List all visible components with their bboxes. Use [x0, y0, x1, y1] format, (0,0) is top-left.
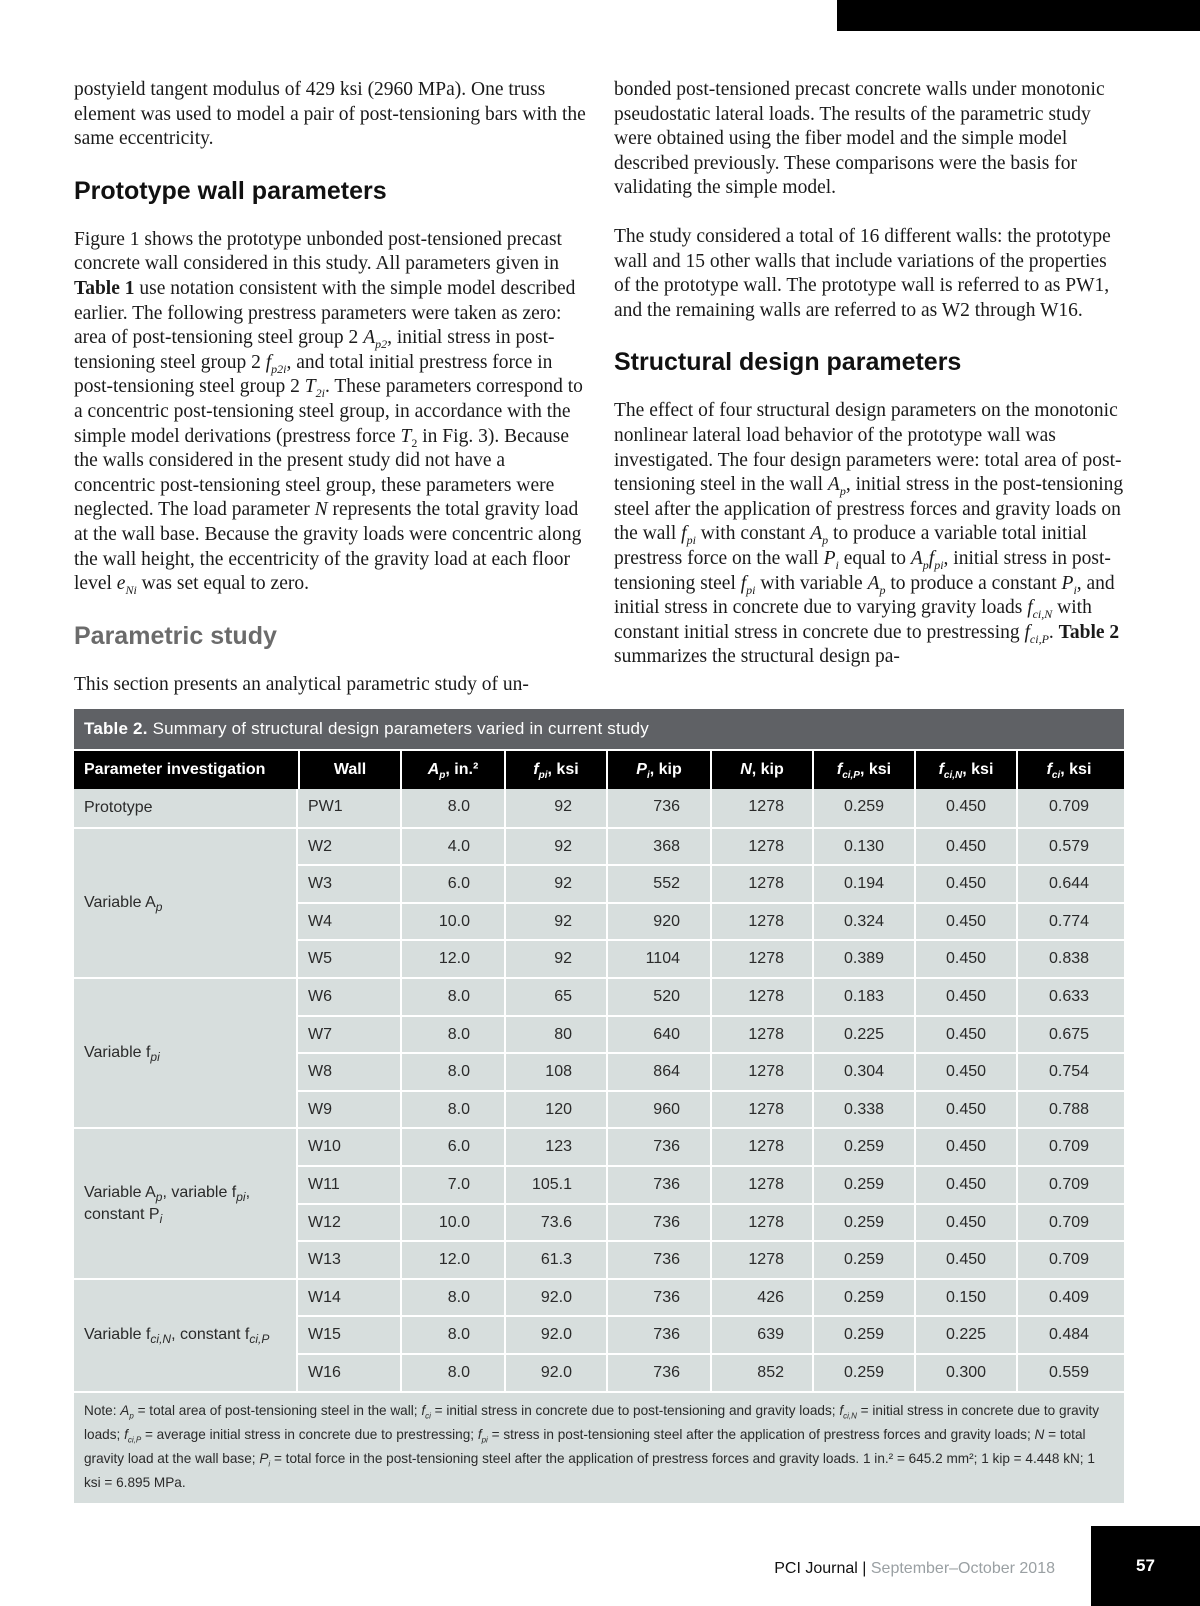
cell-fcip: 0.324	[812, 904, 914, 940]
header-fcip: $f_{ci,P}$, ksi	[812, 751, 914, 789]
cell-ap: 7.0	[400, 1167, 504, 1203]
table-row	[298, 1240, 1124, 1278]
table-row	[298, 1203, 1124, 1241]
cell-pi: 736	[606, 1129, 710, 1165]
cell-fcip: 0.259	[812, 1355, 914, 1391]
header-pi: $P_i$, kip	[606, 751, 710, 789]
cell-fcin: 0.450	[914, 1167, 1016, 1203]
cell-fpi: 80	[504, 1017, 606, 1053]
cell-wall: W12	[308, 1213, 341, 1231]
cell-pi: 640	[606, 1017, 710, 1053]
cell-n: 1278	[710, 866, 812, 902]
table-row	[298, 1353, 1124, 1391]
cell-fpi: 123	[504, 1129, 606, 1165]
cell-fci: 0.579	[1016, 829, 1120, 865]
cell-n: 639	[710, 1317, 812, 1353]
cell-fpi: 73.6	[504, 1205, 606, 1241]
cell-fpi: 92	[504, 941, 606, 977]
cell-wall: W15	[308, 1326, 341, 1344]
heading-structural-design-parameters: Structural design parameters	[614, 348, 962, 377]
cell-fcin: 0.450	[914, 1054, 1016, 1090]
cell-wall: W6	[308, 987, 332, 1005]
cell-pi: 1104	[606, 941, 710, 977]
header-fci: $f_{ci}$, ksi	[1016, 751, 1120, 789]
cell-fcin: 0.450	[914, 1017, 1016, 1053]
cell-fcip: 0.259	[812, 1205, 914, 1241]
cell-fcin: 0.450	[914, 1242, 1016, 1278]
paragraph-truss: postyield tangent modulus of 429 ksi (2960 MPa). One truss element was used to model a pair of post-tensioning bars with the same eccentricity.	[74, 79, 586, 150]
cell-fpi: 92.0	[504, 1280, 606, 1316]
paragraph-parametric: This section presents an analytical parametric study of un-	[74, 673, 529, 695]
cell-wall: PW1	[308, 798, 343, 815]
table-row	[298, 1015, 1124, 1053]
cell-ap: 6.0	[400, 1129, 504, 1165]
table-body	[74, 789, 1124, 1391]
table-row	[298, 939, 1124, 977]
cell-n: 1278	[710, 1167, 812, 1203]
table-row	[298, 1278, 1124, 1316]
table-row	[298, 1127, 1124, 1165]
cell-fci: 0.559	[1016, 1355, 1120, 1391]
cell-fcip: 0.389	[812, 941, 914, 977]
cell-pi: 864	[606, 1054, 710, 1090]
cell-fci: 0.774	[1016, 904, 1120, 940]
cell-fpi: 108	[504, 1054, 606, 1090]
cell-fcin: 0.450	[914, 789, 1016, 827]
group-variable-ap: Variable $A_p$	[74, 827, 296, 977]
cell-fcip: 0.304	[812, 1054, 914, 1090]
header-fcin: $f_{ci,N}$, ksi	[914, 751, 1016, 789]
header-parameter: Parameter investigation	[84, 761, 266, 778]
cell-wall: W4	[308, 912, 332, 930]
cell-fcip: 0.259	[812, 1317, 914, 1353]
cell-fcin: 0.450	[914, 1129, 1016, 1165]
header-ap: $A_p$, in.²	[400, 751, 504, 789]
cell-ap: 12.0	[400, 941, 504, 977]
cell-fci: 0.754	[1016, 1054, 1120, 1090]
top-black-bar	[837, 0, 1200, 31]
cell-wall: W3	[308, 875, 332, 893]
cell-fcin: 0.450	[914, 1092, 1016, 1128]
cell-ap: 8.0	[400, 789, 504, 827]
issue-date: September–October 2018	[870, 1560, 1055, 1577]
group-variable-fpi: Variable $f_{pi}$	[74, 977, 296, 1127]
cell-fpi: 61.3	[504, 1242, 606, 1278]
cell-wall: W2	[308, 837, 332, 855]
table-row	[298, 1165, 1124, 1203]
cell-fcin: 0.450	[914, 866, 1016, 902]
cell-pi: 736	[606, 1167, 710, 1203]
cell-wall: W5	[308, 950, 332, 968]
group-variable-fcin: Variable $f_{ci,N}$, constant $f_{ci,P}$	[74, 1278, 296, 1391]
cell-wall: W8	[308, 1063, 332, 1081]
cell-fcip: 0.338	[812, 1092, 914, 1128]
cell-n: 1278	[710, 1205, 812, 1241]
cell-pi: 552	[606, 866, 710, 902]
cell-fpi: 92	[504, 866, 606, 902]
cell-fpi: 92.0	[504, 1317, 606, 1353]
cell-pi: 520	[606, 979, 710, 1015]
header-n: N, kip	[710, 751, 812, 789]
cell-n: 1278	[710, 789, 812, 827]
cell-fcin: 0.450	[914, 829, 1016, 865]
journal-name: PCI Journal	[774, 1560, 858, 1577]
table-row	[298, 827, 1124, 865]
heading-prototype-wall-parameters: Prototype wall parameters	[74, 176, 387, 205]
cell-fci: 0.709	[1016, 1242, 1120, 1278]
cell-fcip: 0.259	[812, 1129, 914, 1165]
cell-fci: 0.633	[1016, 979, 1120, 1015]
cell-wall: W16	[308, 1363, 341, 1381]
cell-n: 1278	[710, 1129, 812, 1165]
paragraph-structural: The effect of four structural design parameters on the monotonic nonlinear lateral load behavior of the prototype wall was investigated. The four design parameters were: total area of post-tensioning steel in the wall $A_p$, initial stress in the post-tensioning steel after the application of prestress forces and gravity loads on the wall $f_{pi}$ with constant $A_p$ to produce a variable total initial prestress force on the wall $P_i$ equal to $A_pf_{pi}$, initial stress in post-tensioning steel $f_{pi}$ with variable $A_p$ to produce a constant $P_i$, and initial stress in concrete due to varying gravity loads $f_{ci,N}$ with constant initial stress in concrete due to prestressing $f_{ci,P}$. Table 2 summarizes the structural design pa-	[614, 400, 1124, 668]
table-note: Note: $A_p$ = total area of post-tensioning steel in the wall; $f_{ci}$ = initial stress in concrete due to post-tensioning and gravity loads; $f_{ci,N}$ = initial stress in concrete due to gravity loads; $f_{ci,P}$ = average initial stress in concrete due to prestressing; $f_{pi}$ = stress in post-tensioning steel after the application of prestress forces and gravity loads; N = total gravity load at the wall base; $P_i$ = total force in the post-tensioning steel after the application of prestress forces and gravity loads. 1 in.² = 645.2 mm²; 1 kip = 4.448 kN; 1 ksi = 6.895 MPa.	[74, 1391, 1124, 1503]
table-rows	[298, 789, 1124, 1391]
cell-fpi: 92	[504, 789, 606, 827]
cell-ap: 8.0	[400, 979, 504, 1015]
cell-fci: 0.709	[1016, 1129, 1120, 1165]
cell-n: 1278	[710, 1054, 812, 1090]
cell-fci: 0.709	[1016, 789, 1120, 827]
cell-pi: 920	[606, 904, 710, 940]
table-row	[298, 789, 1124, 827]
cell-fcip: 0.130	[812, 829, 914, 865]
cell-ap: 8.0	[400, 1092, 504, 1128]
cell-n: 1278	[710, 1017, 812, 1053]
cell-ap: 8.0	[400, 1054, 504, 1090]
cell-fcin: 0.300	[914, 1355, 1016, 1391]
right-column	[614, 78, 1126, 670]
cell-fpi: 65	[504, 979, 606, 1015]
cell-ap: 4.0	[400, 829, 504, 865]
cell-fcip: 0.259	[812, 1242, 914, 1278]
header-wall: Wall	[298, 751, 400, 789]
cell-pi: 736	[606, 1242, 710, 1278]
cell-wall: W11	[308, 1175, 340, 1193]
footer: PCI Journal | September–October 2018	[774, 1560, 1055, 1577]
cell-fpi: 120	[504, 1092, 606, 1128]
cell-fcin: 0.450	[914, 1205, 1016, 1241]
cell-ap: 6.0	[400, 866, 504, 902]
cell-pi: 736	[606, 1355, 710, 1391]
cell-fci: 0.484	[1016, 1317, 1120, 1353]
page-number: 57	[1091, 1526, 1200, 1606]
cell-fcin: 0.450	[914, 904, 1016, 940]
table-row	[298, 864, 1124, 902]
cell-fci: 0.838	[1016, 941, 1120, 977]
cell-ap: 8.0	[400, 1317, 504, 1353]
table-row	[298, 1052, 1124, 1090]
cell-n: 1278	[710, 1242, 812, 1278]
cell-fcip: 0.194	[812, 866, 914, 902]
cell-fci: 0.709	[1016, 1205, 1120, 1241]
cell-fci: 0.409	[1016, 1280, 1120, 1316]
cell-wall: W10	[308, 1138, 341, 1156]
paragraph-study-walls: The study considered a total of 16 different walls: the prototype wall and 15 other walls that include variations of the properties of the prototype wall. The prototype wall is referred to as PW1, and the remaining walls are referred to as W2 through W16.	[614, 225, 1111, 321]
cell-n: 1278	[710, 979, 812, 1015]
cell-pi: 368	[606, 829, 710, 865]
group-column	[74, 789, 298, 1391]
cell-fcip: 0.183	[812, 979, 914, 1015]
table-2	[74, 709, 1124, 1503]
cell-fci: 0.788	[1016, 1092, 1120, 1128]
cell-ap: 10.0	[400, 904, 504, 940]
cell-fcip: 0.259	[812, 1167, 914, 1203]
cell-n: 1278	[710, 941, 812, 977]
table-row	[298, 1315, 1124, 1353]
cell-fci: 0.709	[1016, 1167, 1120, 1203]
cell-wall: W14	[308, 1288, 341, 1306]
cell-fpi: 92.0	[504, 1355, 606, 1391]
cell-n: 426	[710, 1280, 812, 1316]
table-title: Table 2. Summary of structural design parameters varied in current study	[74, 709, 1124, 749]
cell-ap: 12.0	[400, 1242, 504, 1278]
cell-fpi: 92	[504, 904, 606, 940]
cell-n: 852	[710, 1355, 812, 1391]
cell-fcin: 0.450	[914, 979, 1016, 1015]
cell-fci: 0.644	[1016, 866, 1120, 902]
cell-fcin: 0.150	[914, 1280, 1016, 1316]
cell-n: 1278	[710, 1092, 812, 1128]
cell-fcin: 0.225	[914, 1317, 1016, 1353]
cell-fci: 0.675	[1016, 1017, 1120, 1053]
cell-pi: 736	[606, 789, 710, 827]
group-variable-ap-fpi: Variable $A_p$, variable $f_{pi}$, constant $P_i$	[74, 1127, 296, 1277]
paragraph-prototype: Figure 1 shows the prototype unbonded post-tensioned precast concrete wall considered in this study. All parameters given in Table 1 use notation consistent with the simple model described earlier. The following prestress parameters were taken as zero: area of post-tensioning steel group 2 $A_{p2}$, initial stress in post-tensioning steel group 2 $f_{p2i}$, and total initial prestress force in post-tensioning steel group 2 $T_{2i}$. These parameters correspond to a concentric post-tensioning steel group, in accordance with the simple model derivations (prestress force $T_2$ in Fig. 3). Because the walls considered in the present study did not have a concentric post-tensioning steel group, these parameters were neglected. The load parameter N represents the total gravity load at the wall base. Because the gravity loads were concentric along the wall height, the eccentricity of the gravity load at each floor level $e_{Ni}$ was set equal to zero.	[74, 228, 583, 597]
header-fpi: $f_{pi}$, ksi	[504, 751, 606, 789]
table-header-row	[74, 749, 1124, 789]
cell-fcip: 0.259	[812, 1280, 914, 1316]
cell-fcin: 0.450	[914, 941, 1016, 977]
cell-fpi: 92	[504, 829, 606, 865]
cell-n: 1278	[710, 829, 812, 865]
group-prototype: Prototype	[84, 798, 153, 816]
cell-fpi: 105.1	[504, 1167, 606, 1203]
cell-pi: 736	[606, 1317, 710, 1353]
cell-wall: W7	[308, 1025, 332, 1043]
left-column	[74, 78, 586, 697]
cell-ap: 8.0	[400, 1355, 504, 1391]
cell-wall: W9	[308, 1100, 332, 1118]
table-row	[298, 1090, 1124, 1128]
cell-pi: 736	[606, 1280, 710, 1316]
cell-fcip: 0.259	[812, 789, 914, 827]
cell-pi: 960	[606, 1092, 710, 1128]
cell-ap: 10.0	[400, 1205, 504, 1241]
table-row	[298, 977, 1124, 1015]
cell-fcip: 0.225	[812, 1017, 914, 1053]
cell-ap: 8.0	[400, 1017, 504, 1053]
cell-pi: 736	[606, 1205, 710, 1241]
table-row	[298, 902, 1124, 940]
cell-wall: W13	[308, 1251, 341, 1269]
cell-n: 1278	[710, 904, 812, 940]
cell-ap: 8.0	[400, 1280, 504, 1316]
heading-parametric-study: Parametric study	[74, 621, 277, 650]
paragraph-bonded: bonded post-tensioned precast concrete walls under monotonic pseudostatic lateral loads. The results of the parametric study were obtained using the fiber model and the simple model described previously. These comparisons were the basis for validating the simple model.	[614, 79, 1105, 199]
